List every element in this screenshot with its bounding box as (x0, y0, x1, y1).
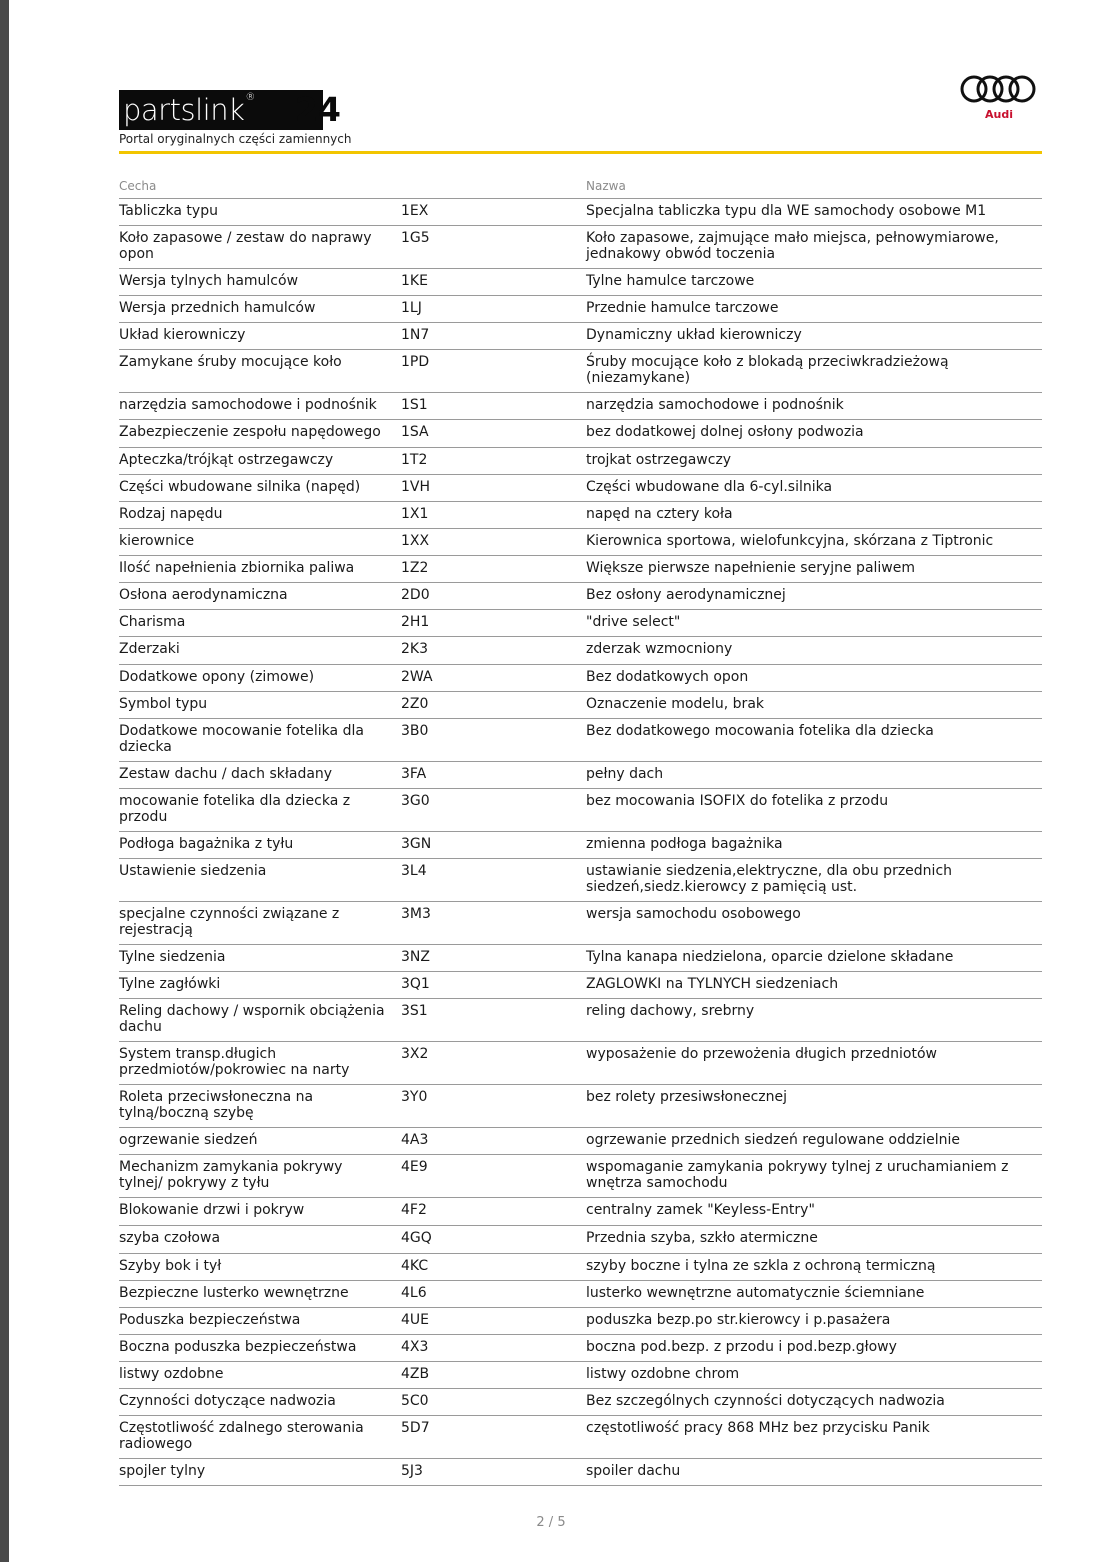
cell-name: Koło zapasowe, zajmujące mało miejsca, pełnowymiarowe, jednakowy obwód toczenia (586, 230, 999, 262)
table-row (119, 637, 1042, 665)
cell-name: Większe pierwsze napełnienie seryjne paliwem (586, 560, 916, 576)
table-row (119, 393, 1042, 420)
cell-name: Kierownica sportowa, wielofunkcyjna, skórzana z Tiptronic (586, 533, 994, 549)
table-row (119, 945, 1042, 972)
cell-name: napęd na cztery koła (586, 506, 733, 522)
cell-feature: Zestaw dachu / dach składany (119, 766, 333, 782)
cell-code: 4UE (401, 1312, 429, 1328)
cell-feature: spojler tylny (119, 1463, 206, 1479)
cell-code: 4KC (401, 1258, 429, 1274)
cell-name: Bez dodatkowego mocowania fotelika dla dziecka (586, 723, 934, 739)
cell-code: 3G0 (401, 793, 430, 809)
cell-feature: Części wbudowane silnika (napęd) (119, 479, 361, 495)
cell-code: 1Z2 (401, 560, 429, 576)
logo-word: partslink (123, 93, 245, 127)
cell-feature: specjalne czynności związane z rejestracją (119, 906, 340, 938)
cell-name: ZAGLOWKI na TYLNYCH siedzeniach (586, 976, 839, 992)
cell-feature: Ustawienie siedzenia (119, 863, 267, 879)
table-row (119, 1042, 1042, 1085)
cell-feature: Dodatkowe mocowanie fotelika dla dziecka (119, 723, 364, 755)
cell-feature: Rodzaj napędu (119, 506, 223, 522)
table-row (119, 719, 1042, 762)
cell-code: 4GQ (401, 1230, 432, 1246)
table-row (119, 1085, 1042, 1128)
cell-name: Tylna kanapa niedzielona, oparcie dzielone składane (586, 949, 954, 965)
cell-code: 4ZB (401, 1366, 430, 1382)
cell-name: Oznaczenie modelu, brak (586, 696, 765, 712)
cell-name: poduszka bezp.po str.kierowcy i p.pasażera (586, 1312, 891, 1328)
cell-name: Przednie hamulce tarczowe (586, 300, 779, 316)
cell-feature: Ilość napełnienia zbiornika paliwa (119, 560, 355, 576)
cell-feature: Częstotliwość zdalnego sterowania radiowego (119, 1420, 364, 1452)
cell-code: 4X3 (401, 1339, 429, 1355)
table-row (119, 583, 1042, 610)
cell-name: Bez osłony aerodynamicznej (586, 587, 786, 603)
cell-name: Przednia szyba, szkło atermiczne (586, 1230, 818, 1246)
cell-code: 1LJ (401, 300, 422, 316)
table-row (119, 475, 1042, 502)
table-row (119, 1254, 1042, 1281)
cell-name: pełny dach (586, 766, 664, 782)
cell-feature: Boczna poduszka bezpieczeństwa (119, 1339, 357, 1355)
logo-registered-mark: ® (245, 92, 255, 103)
cell-name: bez rolety przesiwsłonecznej (586, 1089, 788, 1105)
cell-name: Specjalna tabliczka typu dla WE samochody osobowe M1 (586, 203, 987, 219)
cell-name: bez mocowania ISOFIX do fotelika z przodu (586, 793, 889, 809)
cell-name: ustawianie siedzenia,elektryczne, dla obu przednich siedzeń,siedz.kierowcy z pamięcią ust. (586, 863, 953, 895)
cell-code: 1PD (401, 354, 430, 370)
cell-code: 4A3 (401, 1132, 429, 1148)
cell-code: 1X1 (401, 506, 429, 522)
cell-feature: ogrzewanie siedzeń (119, 1132, 258, 1148)
cell-code: 1T2 (401, 452, 428, 468)
cell-code: 3NZ (401, 949, 430, 965)
table-row (119, 1389, 1042, 1416)
cell-feature: Wersja przednich hamulców (119, 300, 316, 316)
tagline: Portal oryginalnych części zamiennych (119, 132, 352, 146)
cell-feature: kierownice (119, 533, 195, 549)
cell-code: 3GN (401, 836, 432, 852)
table-row (119, 789, 1042, 832)
cell-name: Dynamiczny układ kierowniczy (586, 327, 802, 343)
cell-feature: Poduszka bezpieczeństwa (119, 1312, 301, 1328)
audi-wordmark: Audi (985, 108, 1013, 121)
cell-feature: Mechanizm zamykania pokrywy tylnej/ pokrywy z tyłu (119, 1159, 343, 1191)
table-row (119, 859, 1042, 902)
cell-name: Części wbudowane dla 6-cyl.silnika (586, 479, 833, 495)
cell-code: 4F2 (401, 1202, 427, 1218)
cell-code: 1KE (401, 273, 428, 289)
table-row (119, 1226, 1042, 1254)
cell-code: 3B0 (401, 723, 429, 739)
cell-feature: Symbol typu (119, 696, 208, 712)
table-row (119, 226, 1042, 269)
cell-name: zmienna podłoga bagażnika (586, 836, 783, 852)
table-row (119, 1128, 1042, 1155)
cell-name: spoiler dachu (586, 1463, 681, 1479)
cell-feature: Wersja tylnych hamulców (119, 273, 299, 289)
cell-code: 1XX (401, 533, 430, 549)
cell-code: 1N7 (401, 327, 430, 343)
cell-code: 3X2 (401, 1046, 429, 1062)
cell-name: wersja samochodu osobowego (586, 906, 801, 922)
table-row (119, 762, 1042, 789)
cell-feature: Tabliczka typu (119, 203, 218, 219)
table-row (119, 269, 1042, 296)
page-indicator: 2 / 5 (536, 1515, 566, 1530)
cell-name: wspomaganie zamykania pokrywy tylnej z uruchamianiem z wnętrza samochodu (586, 1159, 1009, 1191)
cell-name: Bez szczególnych czynności dotyczących nadwozia (586, 1393, 945, 1409)
cell-name: narzędzia samochodowe i podnośnik (586, 397, 844, 413)
table-row (119, 1416, 1042, 1459)
cell-feature: Szyby bok i tył (119, 1258, 222, 1274)
table-row (119, 529, 1042, 556)
cell-code: 1EX (401, 203, 429, 219)
table-row (119, 972, 1042, 999)
cell-feature: Dodatkowe opony (zimowe) (119, 669, 315, 685)
table-body (119, 199, 1042, 1486)
cell-feature: Tylne zagłówki (119, 976, 221, 992)
cell-feature: Zamykane śruby mocujące koło (119, 354, 342, 370)
cell-code: 3Q1 (401, 976, 430, 992)
table-row (119, 610, 1042, 637)
cell-code: 3Y0 (401, 1089, 428, 1105)
cell-feature: szyba czołowa (119, 1230, 221, 1246)
cell-name: bez dodatkowej dolnej osłony podwozia (586, 424, 864, 440)
table-row (119, 1335, 1042, 1362)
table-row (119, 665, 1042, 692)
cell-code: 5C0 (401, 1393, 429, 1409)
header (119, 88, 1042, 158)
table-row (119, 323, 1042, 350)
cell-feature: Zabezpieczenie zespołu napędowego (119, 424, 381, 440)
header-divider (119, 151, 1042, 154)
cell-name: centralny zamek "Keyless-Entry" (586, 1202, 815, 1218)
cell-code: 3L4 (401, 863, 427, 879)
cell-name: Tylne hamulce tarczowe (586, 273, 755, 289)
cell-code: 2WA (401, 669, 433, 685)
table-row (119, 448, 1042, 475)
cell-name: boczna pod.bezp. z przodu i pod.bezp.głowy (586, 1339, 897, 1355)
cell-name: szyby boczne i tylna ze szkla z ochroną termiczną (586, 1258, 936, 1274)
table-row (119, 1198, 1042, 1226)
cell-code: 3M3 (401, 906, 431, 922)
cell-name: Bez dodatkowych opon (586, 669, 749, 685)
table-row (119, 556, 1042, 583)
table-row (119, 999, 1042, 1042)
cell-feature: Czynności dotyczące nadwozia (119, 1393, 336, 1409)
table-row (119, 902, 1042, 945)
cell-feature: narzędzia samochodowe i podnośnik (119, 397, 377, 413)
cell-feature: listwy ozdobne (119, 1366, 224, 1382)
cell-code: 3S1 (401, 1003, 428, 1019)
table-row (119, 199, 1042, 226)
cell-code: 5D7 (401, 1420, 430, 1436)
audi-logo (957, 72, 1041, 126)
table-row (119, 502, 1042, 529)
cell-name: zderzak wzmocniony (586, 641, 733, 657)
cell-feature: Tylne siedzenia (119, 949, 226, 965)
cell-code: 5J3 (401, 1463, 423, 1479)
cell-code: 2Z0 (401, 696, 429, 712)
cell-code: 3FA (401, 766, 427, 782)
table-row (119, 350, 1042, 393)
cell-feature: Apteczka/trójkąt ostrzegawczy (119, 452, 334, 468)
column-header-feature: Cecha (119, 179, 157, 193)
table-header (119, 176, 1042, 199)
audi-rings-icon (957, 72, 1041, 106)
logo-number: 24 (295, 90, 341, 129)
cell-name: wyposażenie do przewożenia długich przedniotów (586, 1046, 937, 1062)
cell-feature: Podłoga bagażnika z tyłu (119, 836, 294, 852)
cell-name: ogrzewanie przednich siedzeń regulowane oddzielnie (586, 1132, 960, 1148)
cell-code: 1G5 (401, 230, 430, 246)
cell-code: 4L6 (401, 1285, 427, 1301)
table-row (119, 692, 1042, 719)
table-row (119, 1281, 1042, 1308)
column-header-name: Nazwa (586, 179, 626, 193)
feature-table (119, 176, 1042, 1486)
cell-feature: Bezpieczne lusterko wewnętrzne (119, 1285, 349, 1301)
table-row (119, 832, 1042, 859)
cell-feature: Układ kierowniczy (119, 327, 246, 343)
cell-code: 4E9 (401, 1159, 428, 1175)
table-row (119, 1459, 1042, 1486)
table-row (119, 1155, 1042, 1198)
cell-name: lusterko wewnętrzne automatycznie ściemniane (586, 1285, 925, 1301)
cell-code: 1SA (401, 424, 429, 440)
cell-name: "drive select" (586, 614, 681, 630)
cell-feature: Zderzaki (119, 641, 180, 657)
partslink-logo (119, 90, 323, 130)
cell-code: 1S1 (401, 397, 428, 413)
cell-name: listwy ozdobne chrom (586, 1366, 740, 1382)
cell-name: reling dachowy, srebrny (586, 1003, 755, 1019)
cell-feature: Reling dachowy / wspornik obciążenia dachu (119, 1003, 385, 1035)
table-row (119, 1308, 1042, 1335)
table-row (119, 420, 1042, 448)
document-page (9, 0, 1093, 1562)
cell-name: częstotliwość pracy 868 MHz bez przycisku Panik (586, 1420, 930, 1436)
cell-feature: Osłona aerodynamiczna (119, 587, 288, 603)
cell-feature: Charisma (119, 614, 186, 630)
cell-feature: System transp.długich przedmiotów/pokrowiec na narty (119, 1046, 350, 1078)
cell-code: 2D0 (401, 587, 430, 603)
cell-code: 2K3 (401, 641, 428, 657)
cell-name: Śruby mocujące koło z blokadą przeciwkradzieżową (niezamykane) (586, 354, 949, 386)
table-row (119, 296, 1042, 323)
cell-feature: Blokowanie drzwi i pokryw (119, 1202, 305, 1218)
cell-code: 2H1 (401, 614, 430, 630)
cell-feature: Roleta przeciwsłoneczna na tylną/boczną szybę (119, 1089, 314, 1121)
cell-name: trojkat ostrzegawczy (586, 452, 732, 468)
cell-code: 1VH (401, 479, 431, 495)
table-row (119, 1362, 1042, 1389)
cell-feature: Koło zapasowe / zestaw do naprawy opon (119, 230, 372, 262)
cell-feature: mocowanie fotelika dla dziecka z przodu (119, 793, 351, 825)
